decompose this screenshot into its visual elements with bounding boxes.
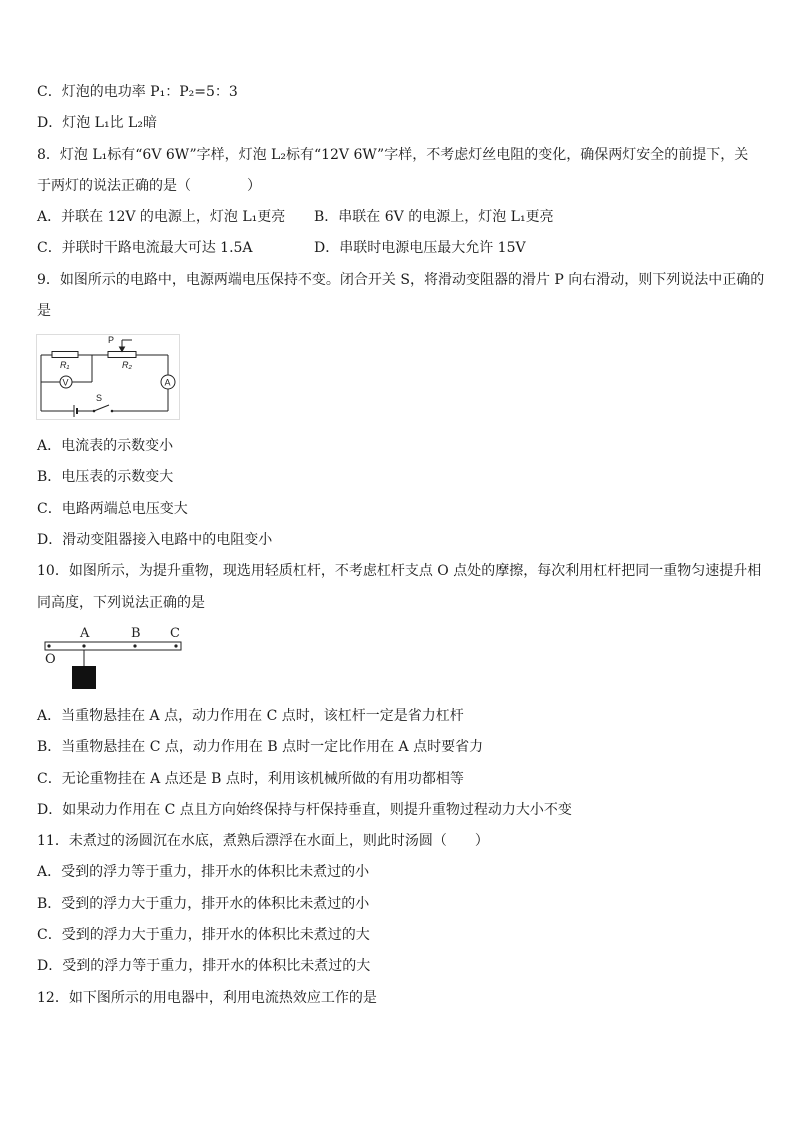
label-r1: R₁ (60, 360, 70, 370)
resistor-r1 (52, 352, 78, 358)
lever-diagram (40, 622, 188, 692)
label-b: B (131, 626, 141, 641)
q7-option-d: D．灯泡 L₁比 L₂暗 (37, 115, 157, 131)
q8-option-c: C．并联时干路电流最大可达 1.5A (37, 240, 253, 256)
label-r2: R₂ (122, 360, 132, 370)
q11-option-a: A．受到的浮力等于重力，排开水的体积比未煮过的小 (37, 864, 370, 880)
q8-stem-line-2: 于两灯的说法正确的是（ ） (37, 178, 261, 194)
label-a: A (164, 377, 171, 388)
q9-option-b: B．电压表的示数变大 (37, 469, 174, 485)
q9-option-c: C．电路两端总电压变大 (37, 501, 188, 517)
label-o: O (45, 652, 56, 667)
q10-stem-line-1: 10．如图所示，为提升重物，现选用轻质杠杆，不考虑杠杆支点 O 点处的摩擦，每次利用杠杆把同一重物匀速提升相 (37, 563, 762, 579)
q11-stem: 11．未煮过的汤圆沉在水底，煮熟后漂浮在水面上，则此时汤圆（ ） (37, 833, 489, 849)
weight-block (72, 666, 96, 689)
q9-stem-line-2: 是 (37, 303, 51, 319)
q8-option-b: B．串联在 6V 的电源上，灯泡 L₁更亮 (314, 209, 554, 225)
q10-option-a: A．当重物悬挂在 A 点，动力作用在 C 点时，该杠杆一定是省力杠杆 (37, 708, 464, 724)
label-c: C (170, 626, 180, 641)
q11-option-b: B．受到的浮力大于重力，排开水的体积比未煮过的小 (37, 896, 370, 912)
circuit-diagram (36, 334, 180, 420)
q10-option-b: B．当重物悬挂在 C 点，动力作用在 B 点时一定比作用在 A 点时要省力 (37, 739, 484, 755)
lever-bar (45, 642, 181, 650)
q9-stem-line-1: 9．如图所示的电路中，电源两端电压保持不变。闭合开关 S，将滑动变阻器的滑片 P 向右滑动，则下列说法中正确的 (37, 272, 765, 288)
q9-option-a: A．电流表的示数变小 (37, 438, 174, 454)
label-v: V (62, 377, 69, 388)
q10-option-d: D．如果动力作用在 C 点且方向始终保持与杆保持垂直，则提升重物过程动力大小不变 (37, 802, 572, 818)
q12-stem: 12．如下图所示的用电器中，利用电流热效应工作的是 (37, 990, 377, 1006)
q10-option-c: C．无论重物挂在 A 点还是 B 点时，利用该机械所做的有用功都相等 (37, 771, 464, 787)
q8-option-a: A．并联在 12V 的电源上，灯泡 L₁更亮 (37, 209, 286, 225)
q7-option-c: C．灯泡的电功率 P₁：P₂=5：3 (37, 84, 238, 100)
q11-option-c: C．受到的浮力大于重力，排开水的体积比未煮过的大 (37, 927, 370, 943)
label-p: P (108, 335, 115, 345)
q8-stem-line-1: 8．灯泡 L₁标有“6V 6W”字样，灯泡 L₂标有“12V 6W”字样，不考虑灯丝电阻的变化，确保两灯安全的前提下，关 (37, 147, 749, 163)
label-s: S (96, 393, 103, 403)
q8-option-d: D．串联时电源电压最大允许 15V (314, 240, 526, 256)
label-a: A (80, 626, 90, 641)
q9-option-d: D．滑动变阻器接入电路中的电阻变小 (37, 532, 273, 548)
q10-stem-line-2: 同高度，下列说法正确的是 (37, 595, 205, 611)
q11-option-d: D．受到的浮力等于重力，排开水的体积比未煮过的大 (37, 958, 371, 974)
